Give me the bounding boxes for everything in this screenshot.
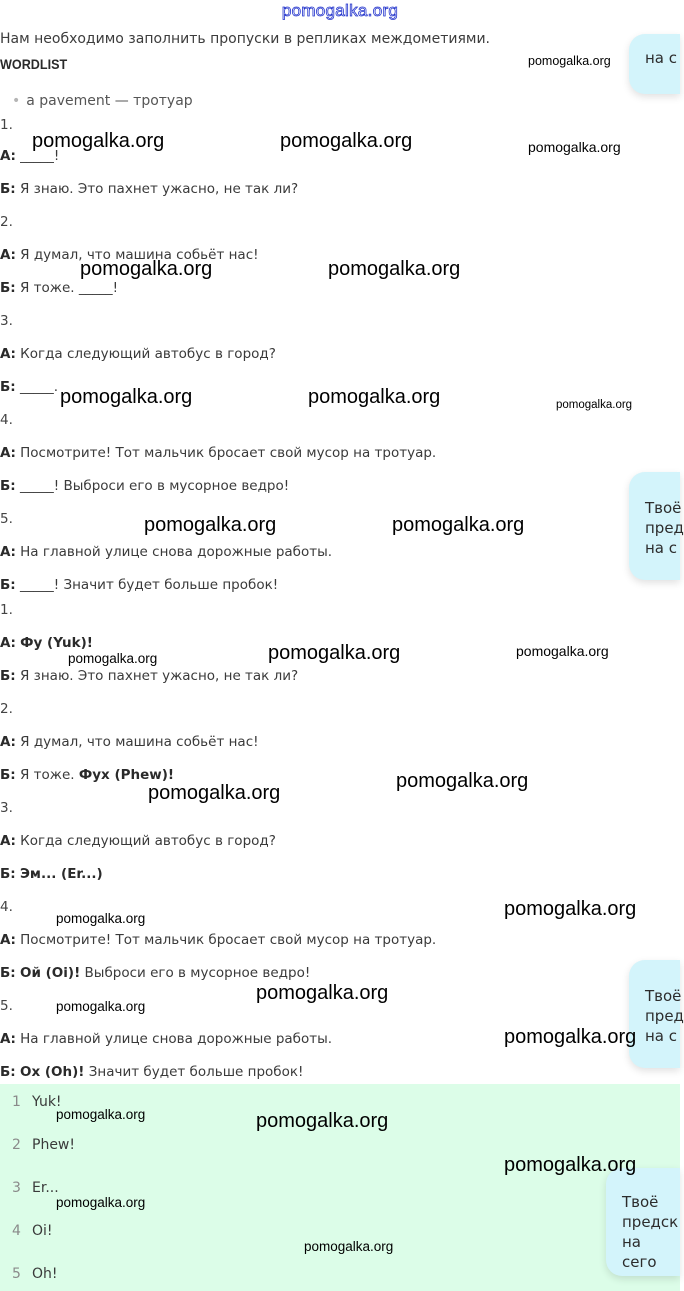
speaker-label: А: — [0, 445, 16, 461]
solution-line-a — [0, 932, 436, 948]
wordlist-item-text: a pavement — тротуар — [26, 93, 193, 109]
speaker-label: Б: — [0, 767, 16, 783]
wordlist-title: WORDLIST — [0, 56, 68, 72]
promo-text: пред — [645, 519, 684, 537]
solution-number: 5. — [0, 998, 13, 1014]
promo-text: Твоё — [645, 499, 682, 517]
watermark: pomogalka.org — [304, 1239, 394, 1254]
watermark: pomogalka.org — [56, 1195, 146, 1210]
promo-text: на с — [645, 49, 678, 67]
line-text: _____! Значит будет больше пробок! — [15, 577, 279, 593]
solution-number: 4. — [0, 899, 13, 915]
exercise-number: 5. — [0, 511, 13, 527]
watermark: pomogalka.org — [144, 514, 277, 536]
line-text: Я тоже. _____! — [15, 280, 119, 296]
watermark: pomogalka.org — [280, 130, 413, 152]
interjection-answer: Эм... (Er...) — [20, 866, 103, 882]
interjection-answer: Ох (Oh)! — [20, 1064, 85, 1080]
promo-text: на с — [645, 539, 678, 557]
watermark: pomogalka.org — [392, 514, 525, 536]
speaker-label: А: — [0, 833, 16, 849]
solution-line-b — [0, 767, 174, 783]
watermark: pomogalka.org — [80, 258, 213, 280]
watermark: pomogalka.org — [504, 1154, 637, 1176]
line-text: Когда следующий автобус в город? — [15, 346, 276, 362]
solution-line-b — [0, 1064, 303, 1080]
speaker-label: Б: — [0, 866, 16, 882]
line-text: Когда следующий автобус в город? — [15, 833, 276, 849]
solution-line-b — [0, 965, 310, 981]
exercise-line-b — [0, 478, 289, 494]
watermark: pomogalka.org — [268, 642, 401, 664]
exercise-line-b — [0, 577, 278, 593]
watermark: pomogalka.org — [504, 1026, 637, 1048]
exercise-number: 3. — [0, 313, 13, 329]
watermark: pomogalka.org — [56, 999, 146, 1014]
interjection-answer: Фу (Yuk)! — [20, 635, 93, 651]
speaker-label: Б: — [0, 1064, 16, 1080]
line-text: Я думал, что машина собьёт нас! — [15, 247, 259, 263]
interjection-answer: Ой (Oi)! — [20, 965, 81, 981]
speaker-label: А: — [0, 1031, 16, 1047]
line-text: Выброси его в мусорное ведро! — [80, 965, 311, 981]
speaker-label: А: — [0, 932, 16, 948]
watermark: pomogalka.org — [556, 399, 633, 411]
bullet-icon: • — [12, 93, 21, 109]
answer-number: 5 — [12, 1266, 21, 1282]
answer-text: Oi! — [32, 1223, 53, 1239]
wordlist-item — [12, 93, 193, 109]
speaker-label: А: — [0, 247, 16, 263]
solution-line-a — [0, 833, 276, 849]
answer-item — [12, 1137, 75, 1153]
answer-number: 2 — [12, 1137, 21, 1153]
exercise-number: 4. — [0, 412, 13, 428]
promo-card[interactable] — [629, 472, 684, 580]
watermark: pomogalka.org — [528, 54, 611, 68]
speaker-label: Б: — [0, 577, 16, 593]
watermark: pomogalka.org — [516, 643, 609, 659]
exercise-line-a — [0, 544, 332, 560]
line-text: Посмотрите! Тот мальчик бросает свой мусор на тротуар. — [15, 445, 437, 461]
exercise-number: 1. — [0, 117, 13, 133]
solution-number: 3. — [0, 800, 13, 816]
exercise-line-a — [0, 445, 436, 461]
speaker-label: Б: — [0, 668, 16, 684]
answer-item — [12, 1180, 59, 1196]
promo-card[interactable] — [606, 1168, 680, 1276]
answer-text: Er... — [32, 1180, 59, 1196]
line-text: Я знаю. Это пахнет ужасно, не так ли? — [15, 181, 299, 197]
solution-line-a — [0, 1031, 332, 1047]
answer-number: 3 — [12, 1180, 21, 1196]
line-text: Значит будет больше пробок! — [84, 1064, 304, 1080]
promo-text: на сего — [622, 1233, 657, 1271]
promo-text: Твоё — [622, 1193, 659, 1211]
exercise-line-b — [0, 280, 118, 296]
answer-number: 1 — [12, 1094, 21, 1110]
promo-text: пред — [645, 1007, 684, 1025]
speaker-label: А: — [0, 544, 16, 560]
line-text: Посмотрите! Тот мальчик бросает свой мусор на тротуар. — [15, 932, 437, 948]
solution-line-a — [0, 734, 259, 750]
watermark: pomogalka.org — [68, 651, 158, 666]
line-text: _____! — [15, 148, 60, 164]
answer-item — [12, 1223, 53, 1239]
line-text: _____. — [15, 379, 59, 395]
answer-text: Yuk! — [32, 1094, 62, 1110]
line-text: Я знаю. Это пахнет ужасно, не так ли? — [15, 668, 299, 684]
watermark: pomogalka.org — [56, 1107, 146, 1122]
speaker-label: А: — [0, 635, 16, 651]
exercise-line-b — [0, 379, 58, 395]
answer-text: Oh! — [32, 1266, 58, 1282]
watermark: pomogalka.org — [148, 782, 281, 804]
speaker-label: Б: — [0, 181, 16, 197]
task-intro: Нам необходимо заполнить пропуски в репликах междометиями. — [0, 31, 490, 47]
answer-item — [12, 1266, 58, 1282]
line-text: Я тоже. — [15, 767, 79, 783]
line-text: На главной улице снова дорожные работы. — [15, 544, 333, 560]
exercise-number: 2. — [0, 214, 13, 230]
line-text: На главной улице снова дорожные работы. — [15, 1031, 333, 1047]
speaker-label: А: — [0, 148, 16, 164]
answer-item — [12, 1094, 62, 1110]
watermark: pomogalka.org — [528, 139, 621, 155]
speaker-label: Б: — [0, 478, 16, 494]
promo-text: предск — [622, 1213, 679, 1231]
line-text: Я думал, что машина собьёт нас! — [15, 734, 259, 750]
line-text: _____! Выброси его в мусорное ведро! — [15, 478, 290, 494]
exercise-line-b — [0, 181, 298, 197]
watermark: pomogalka.org — [32, 130, 165, 152]
solution-number: 2. — [0, 701, 13, 717]
speaker-label: А: — [0, 346, 16, 362]
watermark: pomogalka.org — [396, 770, 529, 792]
promo-card[interactable] — [629, 34, 680, 94]
promo-card[interactable] — [629, 960, 684, 1068]
exercise-line-a — [0, 346, 276, 362]
solution-number: 1. — [0, 602, 13, 618]
promo-text: на с — [645, 1027, 678, 1045]
answer-number: 4 — [12, 1223, 21, 1239]
speaker-label: Б: — [0, 280, 16, 296]
speaker-label: А: — [0, 734, 16, 750]
interjection-answer: Фух (Phew)! — [78, 767, 175, 783]
watermark: pomogalka.org — [328, 258, 461, 280]
site-header[interactable]: pomogalka.org — [281, 1, 399, 20]
solution-line-a — [0, 635, 93, 651]
solution-line-b — [0, 866, 103, 882]
watermark: pomogalka.org — [256, 1110, 389, 1132]
watermark: pomogalka.org — [56, 911, 146, 926]
watermark: pomogalka.org — [504, 898, 637, 920]
watermark: pomogalka.org — [60, 386, 193, 408]
promo-text: Твоё — [645, 987, 682, 1005]
solution-line-b — [0, 668, 298, 684]
watermark: pomogalka.org — [256, 982, 389, 1004]
answer-text: Phew! — [32, 1137, 75, 1153]
watermark: pomogalka.org — [308, 386, 441, 408]
speaker-label: Б: — [0, 965, 16, 981]
speaker-label: Б: — [0, 379, 16, 395]
